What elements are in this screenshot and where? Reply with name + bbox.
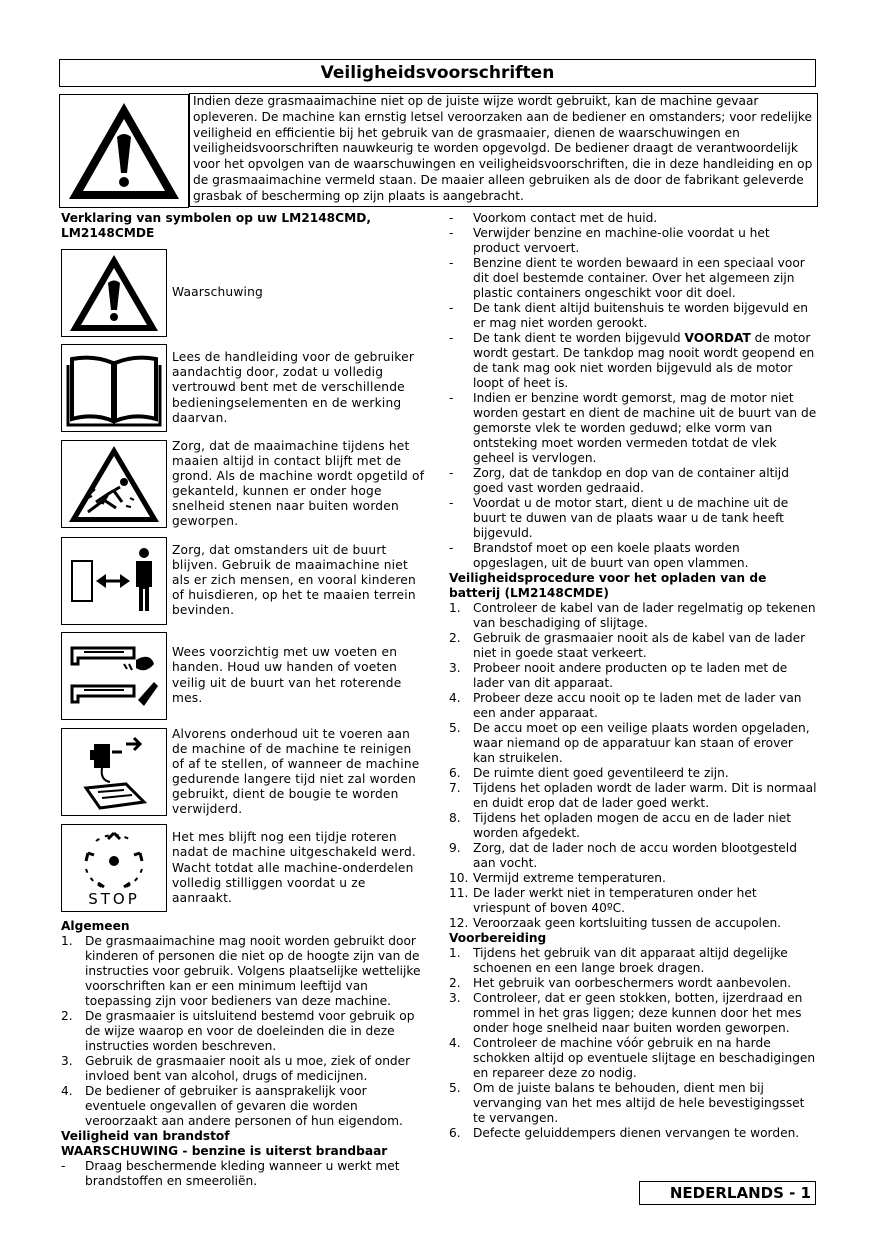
charging-list [449,601,817,931]
symbol-row [61,439,427,530]
list-item: 4. De bediener of gebruiker is aansprakelijk voor eventuele ongevallen of gevaren die worden veroorzaakt aan andere personen of hun eigendom. [61,1084,403,1129]
stop-label: STOP [88,890,140,909]
list-item: - De tank dient altijd buitenshuis te worden bijgevuld en er mag niet worden gerookt. [449,301,809,330]
list-item: 2. De grasmaaier is uitsluitend bestemd voor gebruik op de wijze waarop en voor de doeleinden die in deze instructies worden beschreven. [61,1009,415,1054]
preparation-list [449,946,817,1141]
symbol-row [61,824,427,912]
general-heading: Algemeen [61,919,130,934]
symbol-row [61,727,427,818]
general-list [61,934,427,1129]
symbol-row [61,537,427,625]
list-item: 5. Om de juiste balans te behouden, dient men bij vervanging van het mes altijd de hele bevestigingsset te vervangen. [449,1081,805,1125]
warning-triangle-icon [59,94,189,208]
list-item: - Zorg, dat de tankdop en dop van de container altijd goed vast worden gedraaid. [449,466,789,495]
list-item: 2. Het gebruik van oorbeschermers wordt aanbevolen. [449,976,792,990]
symbol-description: Wees voorzichtig met uw voeten en handen. Houd uw handen of voeten veilig uit de buurt van het roterende mes. [172,645,402,705]
symbol-row [61,632,427,720]
symbol-description: Alvorens onderhoud uit te voeren aan de machine of de machine te reinigen of af te stellen, of wanneer de machine gedurende langere tijd niet zal worden gebruikt, dient de bougie te worden verwijderd. [172,726,420,817]
symbol-description: Zorg, dat omstanders uit de buurt blijven. Gebruik de maaimachine niet als er zich mensen, en vooral kinderen of huisdieren, op het te maaien terrein bevinden. [172,542,416,618]
page-footer: NEDERLANDS - 1 [639,1181,816,1205]
page-title: Veiligheidsvoorschriften [59,59,816,87]
symbols-heading: Verklaring van symbolen op uw LM2148CMD, LM2148CMDE [61,211,371,240]
list-item: - Verwijder benzine en machine-olie voordat u het product vervoert. [449,226,770,255]
symbol-description: Waarschuwing [172,285,263,300]
hand-foot-blade-icon [61,632,167,720]
list-item: - Indien er benzine wordt gemorst, mag de motor niet worden gestart en dient de machine uit de buurt van de gemorste vlek te worden geduwd; elke vorm van ontsteking moet worden vermeden totdat de vlek geheel is vervlogen. [449,391,817,465]
fuel-list-left [61,1159,427,1189]
warning-triangle-icon [61,249,167,337]
preparation-heading: Voorbereiding [449,931,547,945]
right-column [449,211,817,1141]
symbol-description: Lees de handleiding voor de gebruiker aandachtig door, zodat u volledig vertrouwd bent met de verschillende bedieningselementen en de werking daarvan. [172,350,415,425]
symbol-row [61,344,427,432]
manual-book-icon [61,344,167,432]
list-item: 2. Gebruik de grasmaaier nooit als de kabel van de lader niet in goede staat verkeert. [449,631,806,660]
list-item: 1. Tijdens het gebruik van dit apparaat altijd degelijke schoenen en een lange broek dragen. [449,946,788,975]
symbol-description: Het mes blijft nog een tijdje roteren nadat de machine uitgeschakeld werd. Wacht totdat alle machine-onderdelen volledig stilliggen voordat u ze aanraakt. [172,830,416,905]
fuel-list-right [449,211,817,571]
list-item: 6. De ruimte dient goed geventileerd te zijn. [449,766,729,780]
blade-stop-icon [61,824,167,912]
list-item: - Voorkom contact met de huid. [449,211,658,225]
symbol-row [61,249,427,337]
list-item: 8. Tijdens het opladen mogen de accu en de lader niet worden afgedekt. [449,811,792,840]
list-item: 9. Zorg, dat de lader noch de accu worden blootgesteld aan vocht. [449,841,797,870]
symbol-description: Zorg, dat de maaimachine tijdens het maaien altijd in contact blijft met de grond. Als de machine wordt opgetild of gekanteld, kunnen er onder hoge snelheid stenen naar buiten worden geworpen. [172,439,425,529]
list-item: - De tank dient te worden bijgevuld VOORDAT de motor wordt gestart. De tankdop mag nooit wordt geopend en de tank mag ook niet worden bijgevuld als de motor loopt of heet is. [449,331,815,390]
bystander-distance-icon [61,537,167,625]
list-item: - Brandstof moet op een koele plaats worden opgeslagen, uit de buurt van open vlammen. [449,541,749,570]
tilt-hazard-icon [61,440,167,528]
fuel-warning: WAARSCHUWING - benzine is uiterst brandbaar [61,1144,388,1159]
list-item: - Benzine dient te worden bewaard in een speciaal voor dit doel bestemde container. Over het algemeen zijn plastic containers ongeschikt voor dit doel. [449,256,805,300]
list-item: 1. De grasmaaimachine mag nooit worden gebruikt door kinderen of personen die niet op de hoogte zijn van de instructies voor gebruik. Volgens plaatselijke wettelijke voorschriften kan er een minimum leeftijd van toepassing zijn voor bedieners van deze machine. [61,934,421,1009]
list-item: - Draag beschermende kleding wanneer u werkt met brandstoffen en smeeroliën. [61,1159,400,1189]
list-item: - Voordat u de motor start, dient u de machine uit de buurt te duwen van de plaats waar u de tank heeft bijgevuld. [449,496,789,540]
left-column [61,211,427,1189]
list-item: 1. Controleer de kabel van de lader regelmatig op tekenen van beschadiging of slijtage. [449,601,816,630]
list-item: 3. Probeer nooit andere producten op te laden met de lader van dit apparaat. [449,661,788,690]
list-item: 4. Controleer de machine vóór gebruik en na harde schokken altijd op eventuele slijtage en beschadigingen en repareer deze zo nodig. [449,1036,816,1080]
charging-heading: Veiligheidsprocedure voor het opladen van de batterij (LM2148CMDE) [449,571,767,600]
list-item: 5. De accu moet op een veilige plaats worden opgeladen, waar niemand op de apparatuur kan staan of erover kan struikelen. [449,721,810,765]
list-item: 6. Defecte geluiddempers dienen vervangen te worden. [449,1126,800,1140]
list-item: 12. Veroorzaak geen kortsluiting tussen de accupolen. [449,916,782,930]
list-item: 11. De lader werkt niet in temperaturen onder het vriespunt of boven 40ºC. [449,886,757,915]
fuel-heading: Veiligheid van brandstof [61,1129,230,1144]
symbol-list [61,249,427,912]
spark-plug-icon [61,728,167,816]
list-item: 3. Gebruik de grasmaaier nooit als u moe, ziek of onder invloed bent van alcohol, drugs of medicijnen. [61,1054,411,1084]
list-item: 7. Tijdens het opladen wordt de lader warm. Dit is normaal en duidt erop dat de lader goed werkt. [449,781,817,810]
list-item: 10. Vermijd extreme temperaturen. [449,871,666,885]
list-item: 4. Probeer deze accu nooit op te laden met de lader van een ander apparaat. [449,691,802,720]
intro-warning-text: Indien deze grasmaaimachine niet op de juiste wijze wordt gebruikt, kan de machine gevaar opleveren. De machine kan ernstig letsel veroorzaken aan de bediener en omstanders; voor redelijke veiligheid en efficientie bij het gebruik van de grasmaaier, dienen de waarschuwingen en veiligheidsvoorschriften nauwkeurig te worden opgevolgd. De bediener draagt de verantwoordelijk voor het opvolgen van de waarschuwingen en veiligheidsvoorschriften, die in deze handleiding en op de grasmaaimachine vermeld staan. De maaier alleen gebruiken als de door de fabrikant geleverde grasbak of bescherming op zijn plaats is aangebracht. [189,93,818,207]
list-item: 3. Controleer, dat er geen stokken, botten, ijzerdraad en rommel in het gras liggen; deze kunnen door het mes onder hoge snelheid naar buiten worden geworpen. [449,991,803,1035]
